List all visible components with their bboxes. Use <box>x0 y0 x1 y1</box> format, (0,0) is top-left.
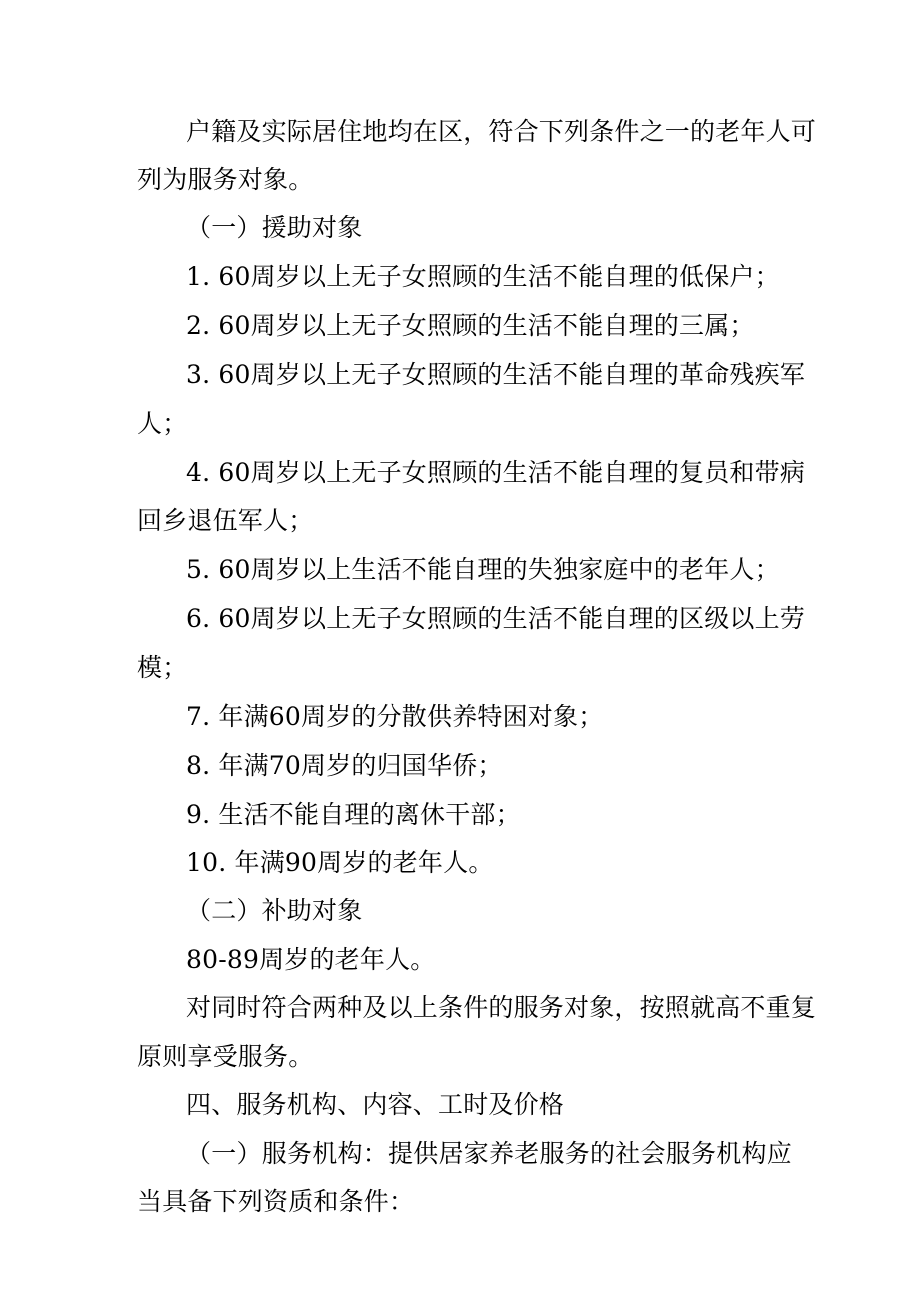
paragraph-rule-line-2: 原则享受服务。 <box>137 1042 314 1071</box>
paragraph-agency-line-2: 当具备下列资质和条件： <box>137 1187 415 1216</box>
paragraph-agency-line-1: （一）服务机构：提供居家养老服务的社会服务机构应 <box>186 1139 792 1168</box>
section-heading-assistance: （一）援助对象 <box>186 213 363 242</box>
list-item-4-line-1: 4. 60周岁以上无子女照顾的生活不能自理的复员和带病 <box>186 458 806 487</box>
list-item-4-line-2: 回乡退伍军人； <box>137 506 314 535</box>
list-item-9: 9. 生活不能自理的离休干部； <box>186 800 521 829</box>
list-item-6-line-2: 模； <box>137 653 188 682</box>
list-item-1: 1. 60周岁以上无子女照顾的生活不能自理的低保户； <box>186 262 780 291</box>
section-heading-subsidy: （二）补助对象 <box>186 896 363 925</box>
list-item-8: 8. 年满70周岁的归国华侨； <box>186 751 503 780</box>
list-item-6-line-1: 6. 60周岁以上无子女照顾的生活不能自理的区级以上劳 <box>186 604 806 633</box>
paragraph-rule-line-1: 对同时符合两种及以上条件的服务对象，按照就高不重复 <box>186 993 817 1022</box>
list-item-7: 7. 年满60周岁的分散供养特困对象； <box>186 702 604 731</box>
section-heading-four: 四、服务机构、内容、工时及价格 <box>186 1090 565 1119</box>
list-item-2: 2. 60周岁以上无子女照顾的生活不能自理的三属； <box>186 311 755 340</box>
list-item-3-line-2: 人； <box>137 409 188 438</box>
subsidy-age-range: 80-89周岁的老年人。 <box>186 945 436 974</box>
list-item-3-line-1: 3. 60周岁以上无子女照顾的生活不能自理的革命残疾军 <box>186 360 806 389</box>
list-item-5: 5. 60周岁以上生活不能自理的失独家庭中的老年人； <box>186 555 780 584</box>
list-item-10: 10. 年满90周岁的老年人。 <box>186 848 494 877</box>
paragraph-intro-line-1: 户籍及实际居住地均在区，符合下列条件之一的老年人可 <box>186 117 817 146</box>
paragraph-intro-line-2: 列为服务对象。 <box>137 165 314 194</box>
